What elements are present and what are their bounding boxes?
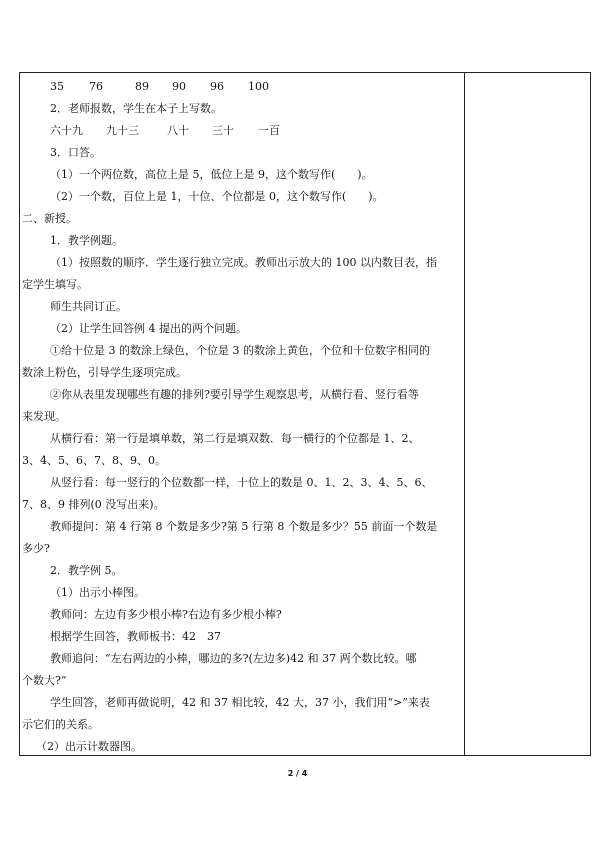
paragraph-2-line-2: 数涂上粉色，引导学生逐项完成。: [22, 366, 187, 379]
paragraph-1-line-1: （1）按照数的顺序．学生逐行独立完成。教师出示放大的 100 以内数目表，指: [50, 256, 437, 269]
oral-question-2: （2）一个数，百位上是 1，十位、个位都是 0，这个数写作( )。: [50, 190, 384, 203]
paragraph-3-line-2: 来发现。: [22, 410, 66, 423]
page-number: 2 / 4: [287, 769, 308, 778]
table-right-border: [590, 72, 591, 756]
table-column-divider: [464, 72, 465, 756]
example-5-heading: 2．教学例 5。: [50, 564, 123, 577]
dictation-numbers: 六十九 九十三 八十 三十 一百: [50, 124, 280, 137]
table-left-border: [19, 72, 20, 756]
paragraph-5-line-2: 7、8、9 排列(0 没写出来)。: [22, 498, 165, 511]
step-3-heading: 3．口答。: [50, 146, 101, 159]
question-prompt: （2）让学生回答例 4 提出的两个问题。: [50, 322, 247, 335]
show-sticks-line: （1）出示小棒图。: [50, 586, 145, 599]
paragraph-8-line-1: 学生回答，老师再做说明，42 和 37 相比较，42 大，37 小，我们用“>”来表: [50, 696, 430, 709]
teacher-question: 教师问：左边有多少根小棒?右边有多少根小棒?: [50, 608, 282, 621]
paragraph-7-line-1: 教师追问：“左右两边的小棒，哪边的多?(左边多)42 和 37 两个数比较。哪: [50, 652, 417, 665]
paragraph-3-line-1: ②你从表里发现哪些有趣的排列?要引导学生观察思考，从横行看、竖行看等: [50, 388, 419, 401]
paragraph-4-line-1: 从横行看：第一行是填单数，第二行是填双数．每一横行的个位都是 1、2、: [50, 432, 420, 445]
paragraph-2-line-1: ①给十位是 3 的数涂上绿色，个位是 3 的数涂上黄色，个位和十位数字相同的: [50, 344, 430, 357]
table-top-border: [19, 72, 591, 73]
paragraph-6-line-1: 教师提问：第 4 行第 8 个数是多少?第 5 行第 8 个数是多少？55 前面一个数是: [50, 520, 438, 533]
section-heading-new: 二、新授。: [22, 212, 77, 225]
paragraph-7-line-2: 个数大?”: [22, 674, 67, 687]
example-heading: 1．教学例题。: [50, 234, 123, 247]
paragraph-6-line-2: 多少?: [22, 542, 50, 555]
paragraph-5-line-1: 从竖行看：每一竖行的个位数都一样，十位上的数是 0、1、2、3、4、5、6、: [50, 476, 433, 489]
step-2-heading: 2．老师报数，学生在本子上写数。: [50, 102, 222, 115]
paragraph-8-line-2: 示它们的关系。: [22, 718, 99, 731]
board-writing: 根据学生回答，教师板书：42 37: [50, 630, 221, 643]
paragraph-1-line-2: 定学生填写。: [22, 278, 88, 291]
lesson-content: [22, 76, 462, 758]
numbers-row: 35 76 89 90 96 100: [50, 80, 269, 93]
show-counter-line: （2）出示计数器图。: [36, 740, 142, 753]
paragraph-4-line-2: 3、4、5、6、7、8、9、0。: [22, 454, 166, 467]
oral-question-1: （1）一个两位数，高位上是 5，低位上是 9，这个数写作( )。: [50, 168, 373, 181]
correction-line: 师生共同订正。: [50, 300, 127, 313]
